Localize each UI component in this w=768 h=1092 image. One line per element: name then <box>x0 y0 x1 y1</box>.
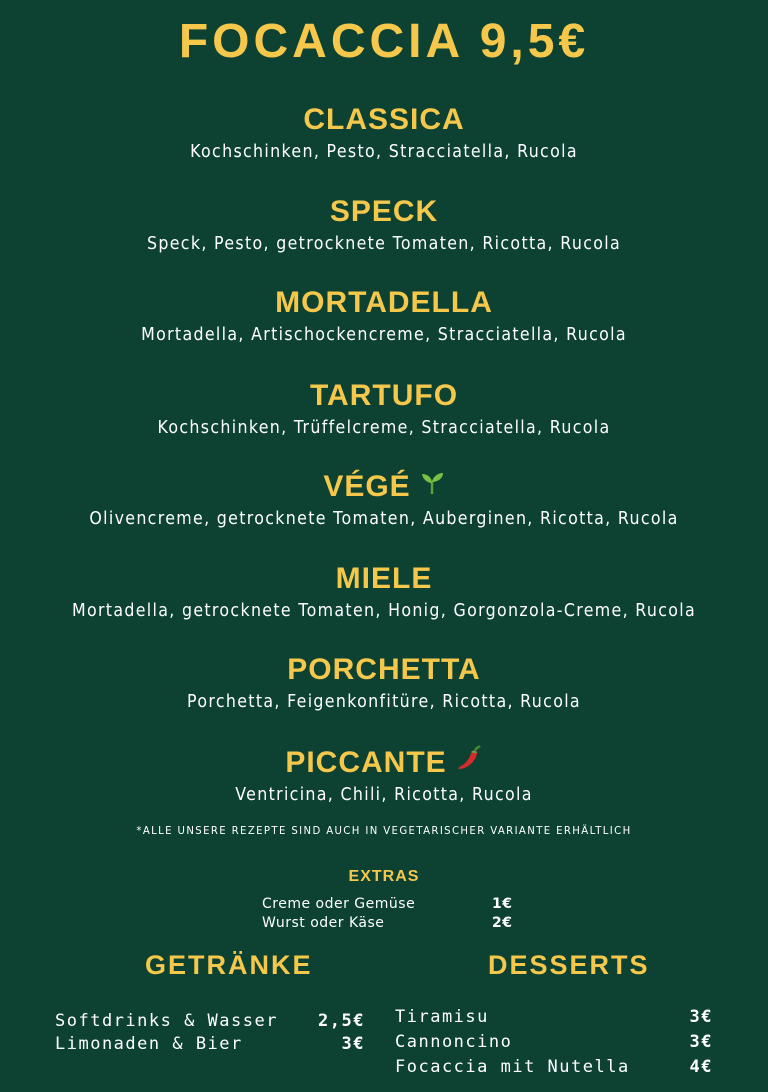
chili-pepper-icon <box>455 744 483 781</box>
drinks-heading: GETRÄNKE <box>145 950 313 980</box>
extras-label: Creme oder Gemüse <box>262 896 416 912</box>
menu-item-tartufo <box>0 378 768 440</box>
dessert-row <box>395 1007 713 1027</box>
menu-item-name: CLASSICA <box>303 103 465 136</box>
dessert-price: 3€ <box>689 1007 713 1027</box>
drink-price: 3€ <box>341 1034 365 1054</box>
menu-item-classica <box>0 102 768 164</box>
menu-item-name: PICCANTE <box>285 745 447 779</box>
page-title: FOCACCIA 9,5€ <box>178 15 590 68</box>
dessert-label: Cannoncino <box>395 1032 513 1052</box>
menu-item-name: VÉGÉ <box>323 470 411 503</box>
drink-price: 2,5€ <box>318 1011 365 1031</box>
menu-item-name: MORTADELLA <box>275 286 493 319</box>
dessert-label: Focaccia mit Nutella <box>395 1057 630 1077</box>
dessert-row <box>395 1057 713 1077</box>
menu-item-speck <box>0 194 768 256</box>
menu-item-name: MIELE <box>335 562 433 595</box>
extras-heading: EXTRAS <box>348 868 420 885</box>
desserts-heading: DESSERTS <box>488 950 650 980</box>
drink-label: Limonaden & Bier <box>55 1034 243 1054</box>
menu-item-name: SPECK <box>329 195 439 228</box>
menu-item-name: TARTUFO <box>309 379 459 412</box>
menu-item-description: Mortadella, getrocknete Tomaten, Honig, Gorgonzola-Creme, Rucola <box>71 600 697 621</box>
extras-price: 2€ <box>492 915 513 931</box>
menu-item-description: Porchetta, Feigenkonfitüre, Ricotta, Rucola <box>187 691 581 712</box>
menu-item-mortadella <box>0 285 768 347</box>
drink-label: Softdrinks & Wasser <box>55 1011 278 1031</box>
menu-item-miele <box>0 561 768 623</box>
vegetarian-note: *ALLE UNSERE REZEPTE SIND AUCH IN VEGETARISCHER VARIANTE ERHÄLTLICH <box>136 824 632 837</box>
menu-item-description: Mortadella, Artischockencreme, Stracciatella, Rucola <box>141 324 627 345</box>
dessert-label: Tiramisu <box>395 1007 489 1027</box>
menu-item-description: Kochschinken, Trüffelcreme, Stracciatella, Rucola <box>157 417 611 438</box>
dessert-row <box>395 1032 713 1052</box>
dessert-price: 4€ <box>689 1057 713 1077</box>
drink-row <box>55 1034 365 1054</box>
menu-item-description: Ventricina, Chili, Ricotta, Rucola <box>235 784 533 805</box>
menu-item-porchetta <box>0 652 768 714</box>
dessert-price: 3€ <box>689 1032 713 1052</box>
menu-item-description: Olivencreme, getrocknete Tomaten, Auberginen, Ricotta, Rucola <box>89 508 679 529</box>
extras-label: Wurst oder Käse <box>262 915 385 931</box>
extras-price: 1€ <box>492 896 513 912</box>
seedling-icon <box>419 469 445 505</box>
menu-item-vege <box>0 469 768 531</box>
extras-row <box>262 915 512 931</box>
menu-item-piccante <box>0 744 768 807</box>
menu-item-description: Kochschinken, Pesto, Stracciatella, Rucola <box>190 141 578 162</box>
menu-item-name: PORCHETTA <box>287 653 481 686</box>
extras-row <box>262 896 512 912</box>
drink-row <box>55 1011 365 1031</box>
menu-item-description: Speck, Pesto, getrocknete Tomaten, Ricotta, Rucola <box>146 233 622 254</box>
